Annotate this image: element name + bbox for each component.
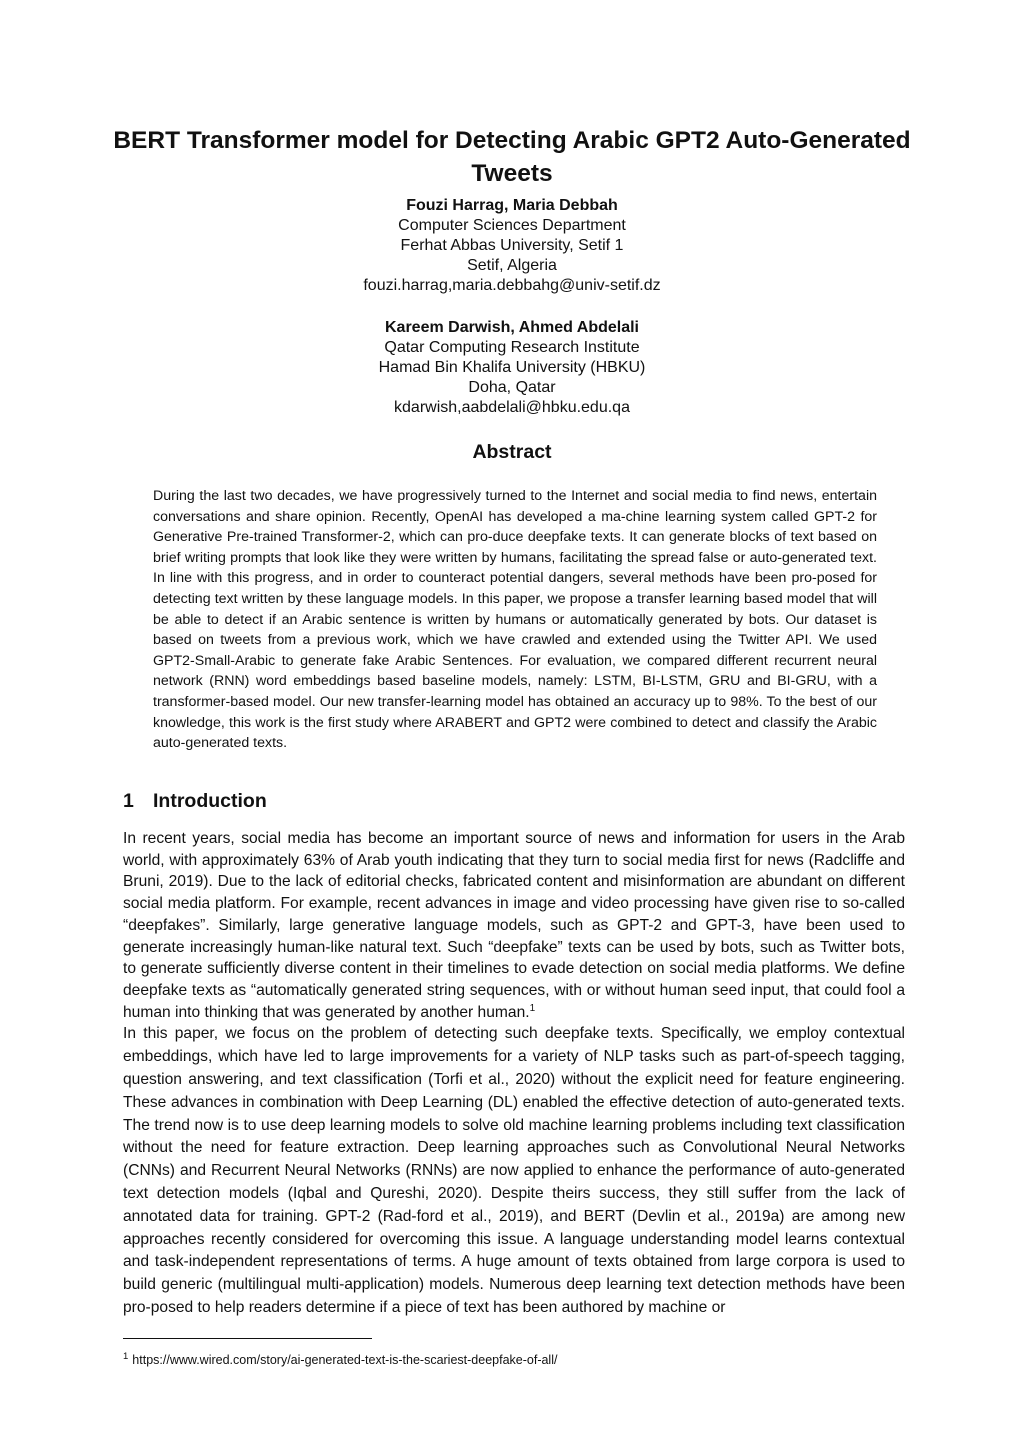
footnote-url[interactable]: https://www.wired.com/story/ai-generated-text-is-the-scariest-deepfake-of-all/: [132, 1353, 558, 1367]
footnote-reference: 1: [529, 1002, 536, 1014]
abstract-heading: Abstract: [472, 441, 552, 463]
introduction-body: [123, 828, 905, 1320]
affiliation-department: Computer Sciences Department: [398, 217, 626, 234]
affiliation-university: Hamad Bin Khalifa University (HBKU): [378, 359, 646, 376]
author-names: Fouzi Harrag, Maria Debbah: [406, 197, 618, 214]
section-number: 1: [123, 790, 134, 812]
author-email: fouzi.harrag,maria.debbahg@univ-setif.dz: [363, 277, 661, 294]
affiliation-location: Doha, Qatar: [468, 379, 556, 396]
author-block-2: [212, 318, 812, 418]
affiliation-university: Ferhat Abbas University, Setif 1: [400, 237, 624, 254]
intro-paragraph: [123, 828, 905, 1023]
intro-paragraph: In this paper, we focus on the problem of detecting such deepfake texts. Specifically, we employ contextual embeddings, which have led to large improvements for a variety of NLP tasks such as part-of-speech tagging, question answering, and text classification (Torfi et al., 2020) without the explicit need for feature engineering. These advances in combination with Deep Learning (DL) enabled the effective detection of auto-generated texts. The trend now is to use deep learning models to solve old machine learning problems including text classification without the need for feature extraction. Deep learning approaches such as Convolutional Neural Networks (CNNs) and Recurrent Neural Networks (RNNs) are now applied to enhance the performance of auto-generated text detection models (Iqbal and Qureshi, 2020). Despite theirs success, they still suffer from the lack of annotated data for training. GPT-2 (Rad-ford et al., 2019), and BERT (Devlin et al., 2019a) are among new approaches recently considered for overcoming this issue. A language understanding model learns contextual and task-independent representations of terms. A huge amount of texts obtained from large corpora is used to build generic (multilingual multi-application) models. Numerous deep learning text detection methods have been pro-posed to help readers determine if a piece of text has been authored by machine or: [123, 1025, 905, 1316]
paper-title: BERT Transformer model for Detecting Arabic GPT2 Auto-Generated Tweets: [113, 127, 911, 187]
footnote-divider: [123, 1338, 372, 1339]
intro-paragraph-text: In recent years, social media has become an important source of news and information for users in the Arab world, with approximately 63% of Arab youth indicating that they turn to social media first for news (Radcliffe and Bruni, 2019). Due to the lack of editorial checks, fabricated content and misinformation are abundant on different social media platform. For example, recent advances in image and video processing have given rise to so-called “deepfakes”. Similarly, large generative language models, such as GPT-2 and GPT-3, have been used to generate increasingly human-like natural text. Such “deepfake” texts can be used by bots, such as Twitter bots, to generate sufficiently diverse content in their timelines to evade detection on social media platforms. We define deepfake texts as “automatically generated string sequences, with or without human seed input, that could fool a human into thinking that was generated by another human.: [123, 830, 905, 1021]
footnote: [123, 1352, 557, 1368]
abstract-text: During the last two decades, we have progressively turned to the Internet and social media to find news, entertain conversations and share opinion. Recently, OpenAI has developed a ma-chine learning system called GPT-2 for Generative Pre-trained Transformer-2, which can pro-duce deepfake texts. It can generate blocks of text based on brief writing prompts that look like they were written by humans, facilitating the spread false or auto-generated text. In line with this progress, and in order to counteract potential dangers, several methods have been pro-posed for detecting text written by these language models. In this paper, we propose a transfer learning based model that will be able to detect if an Arabic sentence is written by humans or automatically generated by bots. Our dataset is based on tweets from a previous work, which we have crawled and extended using the Twitter API. We used GPT2-Small-Arabic to generate fake Arabic Sentences. For evaluation, we compared different recurrent neural network (RNN) word embeddings based baseline models, namely: LSTM, BI-LSTM, GRU and BI-GRU, with a transformer-based model. Our new transfer-learning model has obtained an accuracy up to 98%. To the best of our knowledge, this work is the first study where ARABERT and GPT2 were combined to detect and classify the Arabic auto-generated texts.: [153, 488, 877, 752]
footnote-marker: 1: [123, 1350, 129, 1362]
affiliation-institute: Qatar Computing Research Institute: [384, 339, 640, 356]
section-title: Introduction: [153, 790, 267, 812]
affiliation-location: Setif, Algeria: [467, 257, 557, 274]
author-email: kdarwish,aabdelali@hbku.edu.qa: [394, 399, 630, 416]
section-heading: [123, 790, 267, 813]
author-block-1: [212, 196, 812, 296]
author-names: Kareem Darwish, Ahmed Abdelali: [385, 319, 639, 336]
